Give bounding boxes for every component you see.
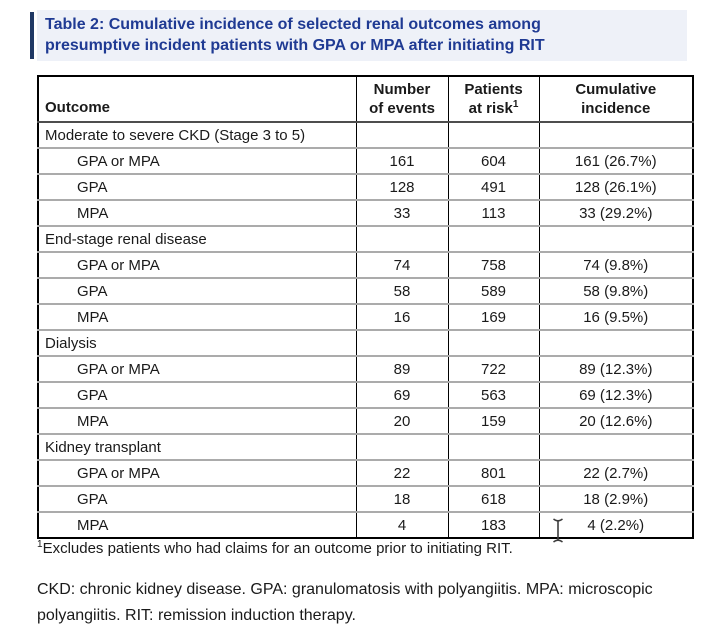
section-row [38, 330, 693, 356]
column-header-risk [448, 76, 539, 122]
outcome-cell: MPA [38, 512, 356, 538]
table-row [38, 512, 693, 538]
table-row [38, 382, 693, 408]
incidence-cell: 128 (26.1%) [539, 174, 693, 200]
table-row [38, 148, 693, 174]
table-header-row [38, 76, 693, 122]
column-header-outcome: Outcome [38, 76, 356, 122]
outcome-cell: MPA [38, 200, 356, 226]
footnote [37, 540, 513, 557]
table-row [38, 174, 693, 200]
risk-cell: 491 [448, 174, 539, 200]
risk-cell: 722 [448, 356, 539, 382]
events-cell [356, 330, 448, 356]
outcome-cell: GPA [38, 174, 356, 200]
events-cell: 33 [356, 200, 448, 226]
events-cell [356, 434, 448, 460]
table-row [38, 200, 693, 226]
outcome-cell: GPA [38, 278, 356, 304]
abbreviations-line-1: CKD: chronic kidney disease. GPA: granulomatosis with polyangiitis. MPA: microscopic [37, 581, 653, 598]
outcome-cell: GPA or MPA [38, 252, 356, 278]
events-cell: 69 [356, 382, 448, 408]
risk-cell [448, 226, 539, 252]
risk-footnote-marker: 1 [512, 99, 519, 110]
events-cell: 161 [356, 148, 448, 174]
outcomes-table [37, 75, 694, 539]
table-row [38, 486, 693, 512]
risk-cell: 604 [448, 148, 539, 174]
risk-cell [448, 122, 539, 148]
risk-cell [448, 434, 539, 460]
outcome-cell: Kidney transplant [38, 434, 356, 460]
outcome-cell: GPA or MPA [38, 148, 356, 174]
outcome-cell: End-stage renal disease [38, 226, 356, 252]
table-title [37, 10, 687, 61]
incidence-cell: 69 (12.3%) [539, 382, 693, 408]
incidence-cell: 18 (2.9%) [539, 486, 693, 512]
outcome-cell: GPA or MPA [38, 460, 356, 486]
risk-cell: 563 [448, 382, 539, 408]
risk-cell: 589 [448, 278, 539, 304]
events-cell [356, 122, 448, 148]
revision-bar [30, 12, 34, 59]
title-line-1: Table 2: Cumulative incidence of selected renal outcomes among [45, 16, 541, 33]
section-row [38, 122, 693, 148]
incidence-cell [539, 434, 693, 460]
events-cell: 4 [356, 512, 448, 538]
section-row [38, 434, 693, 460]
events-cell: 128 [356, 174, 448, 200]
table-row [38, 278, 693, 304]
events-cell: 16 [356, 304, 448, 330]
incidence-cell: 74 (9.8%) [539, 252, 693, 278]
events-cell: 89 [356, 356, 448, 382]
table-row [38, 356, 693, 382]
incidence-cell: 16 (9.5%) [539, 304, 693, 330]
outcome-cell: Moderate to severe CKD (Stage 3 to 5) [38, 122, 356, 148]
incidence-cell [539, 226, 693, 252]
abbreviations [37, 577, 653, 629]
column-header-events-line2: of events [369, 100, 435, 117]
title-line-2: presumptive incident patients with GPA or MPA after initiating RIT [45, 37, 545, 54]
incidence-cell [539, 330, 693, 356]
risk-cell: 159 [448, 408, 539, 434]
events-cell: 18 [356, 486, 448, 512]
column-header-incidence [539, 76, 693, 122]
table-row [38, 304, 693, 330]
abbreviations-line-2: polyangiitis. RIT: remission induction therapy. [37, 607, 356, 624]
risk-cell: 758 [448, 252, 539, 278]
footnote-text: Excludes patients who had claims for an outcome prior to initiating RIT. [42, 540, 513, 557]
incidence-cell: 89 (12.3%) [539, 356, 693, 382]
outcome-cell: GPA [38, 486, 356, 512]
incidence-cell: 161 (26.7%) [539, 148, 693, 174]
outcome-cell: MPA [38, 408, 356, 434]
events-cell [356, 226, 448, 252]
footnote-marker: 1 [37, 539, 43, 550]
risk-cell: 169 [448, 304, 539, 330]
risk-cell: 618 [448, 486, 539, 512]
incidence-cell: 20 (12.6%) [539, 408, 693, 434]
column-header-incidence-line2: incidence [581, 100, 651, 117]
incidence-cell: 4 (2.2%) [539, 512, 693, 538]
outcome-cell: GPA [38, 382, 356, 408]
table-row [38, 460, 693, 486]
table-row [38, 252, 693, 278]
incidence-cell [539, 122, 693, 148]
column-header-incidence-line1: Cumulative [575, 81, 657, 98]
events-cell: 58 [356, 278, 448, 304]
events-cell: 20 [356, 408, 448, 434]
table-row [38, 408, 693, 434]
incidence-cell: 58 (9.8%) [539, 278, 693, 304]
outcome-cell: Dialysis [38, 330, 356, 356]
incidence-cell: 33 (29.2%) [539, 200, 693, 226]
section-row [38, 226, 693, 252]
risk-cell [448, 330, 539, 356]
column-header-events [356, 76, 448, 122]
events-cell: 22 [356, 460, 448, 486]
events-cell: 74 [356, 252, 448, 278]
column-header-events-line1: Number [373, 81, 431, 98]
text-cursor-icon [551, 517, 565, 544]
risk-cell: 183 [448, 512, 539, 538]
outcome-cell: MPA [38, 304, 356, 330]
column-header-risk-line2: at risk [468, 100, 513, 117]
risk-cell: 113 [448, 200, 539, 226]
column-header-risk-line1: Patients [464, 81, 523, 98]
incidence-cell: 22 (2.7%) [539, 460, 693, 486]
outcome-cell: GPA or MPA [38, 356, 356, 382]
risk-cell: 801 [448, 460, 539, 486]
